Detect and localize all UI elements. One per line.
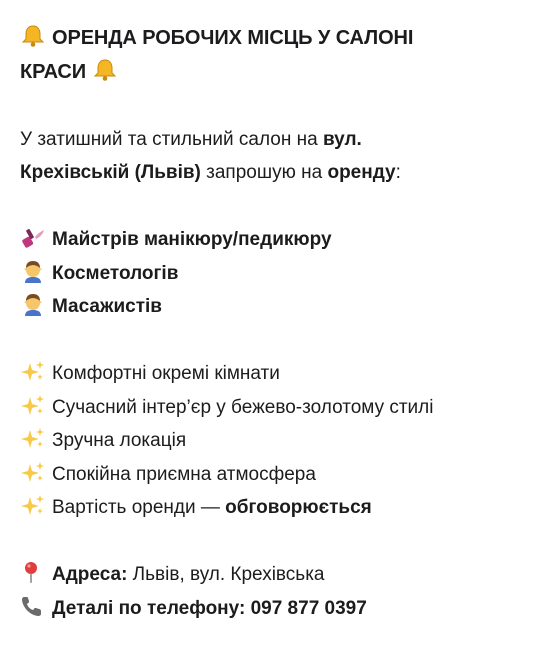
feature-item	[20, 357, 520, 391]
intro-text: У затишний та стильний салон на	[20, 128, 323, 150]
person-getting-massage-icon	[20, 259, 46, 283]
intro-street: вул.	[322, 128, 362, 150]
sparkles-icon	[20, 359, 46, 383]
phone-label: Деталі по телефону: 097 877 0397	[52, 597, 367, 619]
feature-text: Зручна локація	[52, 430, 187, 451]
feature-item	[20, 391, 520, 425]
feature-item	[20, 424, 520, 458]
role-label: Майстрів манікюру/педикюру	[52, 229, 332, 250]
feature-item	[20, 458, 520, 492]
intro-street-name: Крехівській (Львів)	[20, 162, 201, 183]
bell-icon	[20, 24, 46, 48]
sparkles-icon	[20, 426, 46, 450]
address-line	[20, 558, 520, 592]
role-label: Косметологів	[52, 262, 179, 284]
intro-colon: :	[395, 162, 401, 183]
feature-price-status: обговорюється	[225, 497, 372, 518]
feature-text: Комфортні окремі кімнати	[52, 363, 280, 384]
role-label: Масажистів	[52, 296, 162, 317]
sparkles-icon	[20, 393, 46, 417]
post-title-line-2	[20, 56, 520, 90]
title-text-line-2: КРАСИ	[20, 60, 87, 83]
intro-rent: оренду	[327, 162, 396, 183]
round-pushpin-icon	[20, 560, 46, 584]
post-body	[20, 22, 520, 625]
nail-polish-icon	[20, 225, 46, 249]
feature-text: Спокійна приємна атмосфера	[52, 463, 316, 485]
intro-text-2: запрошую на	[200, 162, 328, 183]
feature-text: Сучасний інтер’єр у бежево-золотому стилі	[52, 396, 434, 418]
feature-text: Вартість оренди —	[52, 497, 226, 518]
telephone-receiver-icon	[20, 594, 46, 618]
sparkles-icon	[20, 493, 46, 517]
intro-line-2	[20, 156, 520, 190]
sparkles-icon	[20, 460, 46, 484]
title-text-line-1: ОРЕНДА РОБОЧИХ МІСЦЬ У САЛОНІ	[52, 27, 414, 49]
post-title	[20, 22, 520, 56]
role-item	[20, 290, 520, 324]
address-value: Львів, вул. Крехівська	[127, 564, 325, 585]
phone-line	[20, 592, 520, 626]
bell-icon	[92, 58, 118, 82]
person-getting-massage-icon	[20, 292, 46, 316]
address-label: Адреса:	[52, 564, 128, 585]
role-item	[20, 257, 520, 291]
role-item	[20, 223, 520, 257]
intro-line-1	[20, 123, 520, 157]
feature-item	[20, 491, 520, 525]
